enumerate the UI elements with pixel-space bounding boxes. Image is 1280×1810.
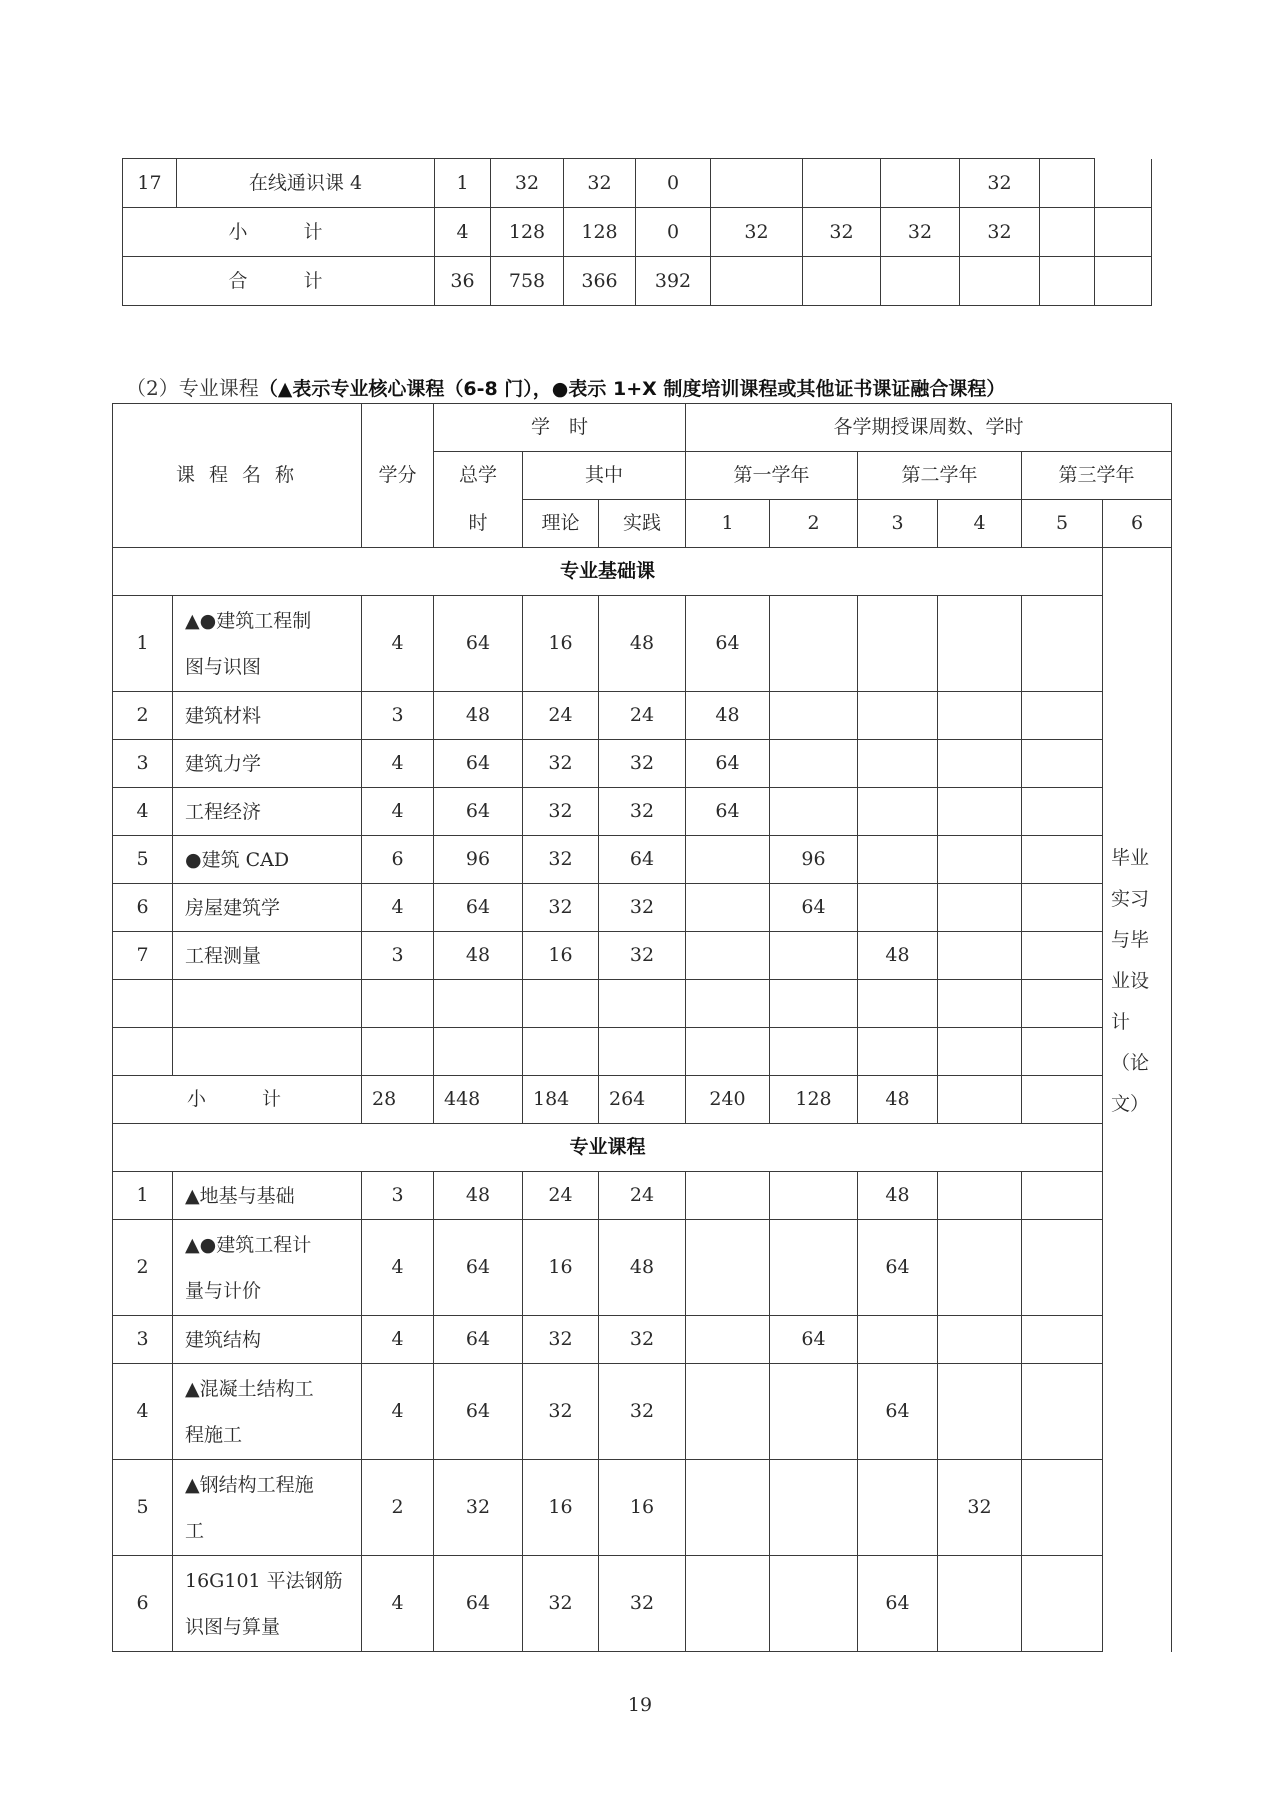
course-name-line: 工程测量 bbox=[185, 944, 262, 967]
semester-5 bbox=[1040, 257, 1095, 306]
semester-3: 64 bbox=[858, 1220, 938, 1316]
course-number: 3 bbox=[113, 1316, 173, 1364]
theory-hours: 32 bbox=[523, 1556, 599, 1652]
credit: 4 bbox=[362, 1220, 434, 1316]
course-name-line: ▲●建筑工程计 bbox=[185, 1233, 312, 1256]
semester-5 bbox=[1022, 1172, 1103, 1220]
table-row bbox=[113, 1028, 1172, 1076]
semester-2 bbox=[770, 1364, 858, 1460]
course-name-line: 建筑结构 bbox=[185, 1328, 262, 1351]
subtotal-row bbox=[113, 1076, 1172, 1124]
table-row bbox=[113, 1172, 1172, 1220]
semester-4 bbox=[938, 1172, 1022, 1220]
table-row bbox=[113, 1220, 1172, 1316]
semester-3 bbox=[881, 257, 960, 306]
total-hours: 32 bbox=[434, 1460, 523, 1556]
semester-4: 32 bbox=[960, 208, 1040, 257]
header-sem-4: 4 bbox=[938, 500, 1022, 548]
theory-hours: 32 bbox=[523, 788, 599, 836]
practice-hours: 32 bbox=[599, 1556, 686, 1652]
semester-5 bbox=[1022, 980, 1103, 1028]
practice-hours: 32 bbox=[599, 884, 686, 932]
course-number: 6 bbox=[113, 1556, 173, 1652]
header-sem-1: 1 bbox=[686, 500, 770, 548]
table-row bbox=[113, 836, 1172, 884]
semester-3 bbox=[858, 836, 938, 884]
theory-hours: 128 bbox=[564, 208, 636, 257]
total-hours bbox=[434, 1028, 523, 1076]
semester-2 bbox=[770, 1460, 858, 1556]
semester-5 bbox=[1022, 836, 1103, 884]
course-name bbox=[173, 692, 362, 740]
practice-hours: 0 bbox=[636, 159, 711, 208]
semester-5 bbox=[1022, 788, 1103, 836]
course-name bbox=[173, 980, 362, 1028]
practice-hours: 32 bbox=[599, 740, 686, 788]
credit: 36 bbox=[435, 257, 491, 306]
semester-5 bbox=[1022, 1460, 1103, 1556]
semester-2 bbox=[803, 257, 881, 306]
semester-3 bbox=[858, 1028, 938, 1076]
semester-1 bbox=[711, 257, 803, 306]
semester-1 bbox=[711, 159, 803, 208]
semester-4 bbox=[938, 1076, 1022, 1124]
total-hours: 64 bbox=[434, 1364, 523, 1460]
semester-2: 64 bbox=[770, 884, 858, 932]
semester-5 bbox=[1040, 159, 1095, 208]
course-name bbox=[173, 788, 362, 836]
semester-2 bbox=[770, 932, 858, 980]
practice-hours: 64 bbox=[599, 836, 686, 884]
course-name-line: 建筑力学 bbox=[185, 752, 262, 775]
semester-1 bbox=[686, 1220, 770, 1316]
section-caption bbox=[126, 372, 1005, 401]
credit: 3 bbox=[362, 1172, 434, 1220]
table-row bbox=[113, 1316, 1172, 1364]
course-number: 2 bbox=[113, 692, 173, 740]
theory-hours bbox=[523, 1028, 599, 1076]
header-total-a: 总学 bbox=[434, 452, 523, 500]
credit: 4 bbox=[362, 884, 434, 932]
practice-hours: 264 bbox=[599, 1076, 686, 1124]
semester-2 bbox=[770, 1028, 858, 1076]
semester-2: 96 bbox=[770, 836, 858, 884]
credit: 4 bbox=[362, 1556, 434, 1652]
page-number: 19 bbox=[627, 1694, 653, 1716]
semester-1 bbox=[686, 884, 770, 932]
semester-1: 48 bbox=[686, 692, 770, 740]
semester-5 bbox=[1022, 932, 1103, 980]
total-hours: 64 bbox=[434, 884, 523, 932]
credit bbox=[362, 980, 434, 1028]
practice-hours: 48 bbox=[599, 596, 686, 692]
semester-1 bbox=[686, 1460, 770, 1556]
credit: 4 bbox=[362, 1316, 434, 1364]
total-hours: 64 bbox=[434, 788, 523, 836]
theory-hours: 32 bbox=[523, 884, 599, 932]
semester-1 bbox=[686, 1028, 770, 1076]
semester-3: 48 bbox=[858, 1172, 938, 1220]
semester-4 bbox=[938, 1028, 1022, 1076]
header-among: 其中 bbox=[523, 452, 686, 500]
header-sem-6: 6 bbox=[1103, 500, 1172, 548]
theory-hours: 16 bbox=[523, 932, 599, 980]
course-number: 7 bbox=[113, 932, 173, 980]
table-row bbox=[113, 980, 1172, 1028]
semester-1 bbox=[686, 1316, 770, 1364]
semester-2 bbox=[770, 1556, 858, 1652]
semester-1 bbox=[686, 1364, 770, 1460]
semester-1: 240 bbox=[686, 1076, 770, 1124]
semester-3 bbox=[858, 596, 938, 692]
course-name-line: ▲●建筑工程制 bbox=[185, 609, 312, 632]
course-name-line: 建筑材料 bbox=[185, 704, 262, 727]
total-hours: 758 bbox=[491, 257, 564, 306]
semester-5 bbox=[1022, 692, 1103, 740]
credit bbox=[362, 1028, 434, 1076]
credit: 4 bbox=[435, 208, 491, 257]
side-note-line: 毕业 bbox=[1111, 847, 1150, 869]
semester-6 bbox=[1095, 208, 1152, 257]
theory-hours: 24 bbox=[523, 1172, 599, 1220]
total-hours: 48 bbox=[434, 692, 523, 740]
header-year-1: 第一学年 bbox=[686, 452, 858, 500]
course-name bbox=[173, 836, 362, 884]
semester-4 bbox=[938, 1316, 1022, 1364]
total-hours: 64 bbox=[434, 1220, 523, 1316]
semester-4 bbox=[938, 692, 1022, 740]
semester-1: 64 bbox=[686, 740, 770, 788]
header-hours: 学 时 bbox=[434, 404, 686, 452]
theory-hours: 32 bbox=[523, 836, 599, 884]
credit: 2 bbox=[362, 1460, 434, 1556]
theory-hours: 366 bbox=[564, 257, 636, 306]
semester-5 bbox=[1022, 1364, 1103, 1460]
semester-4: 32 bbox=[938, 1460, 1022, 1556]
section-title: 专业基础课 bbox=[113, 548, 1103, 596]
practice-hours: 24 bbox=[599, 1172, 686, 1220]
semester-2 bbox=[770, 980, 858, 1028]
side-note-line: 与毕 bbox=[1111, 929, 1150, 951]
practice-hours: 48 bbox=[599, 1220, 686, 1316]
theory-hours: 32 bbox=[564, 159, 636, 208]
theory-hours: 16 bbox=[523, 596, 599, 692]
theory-hours: 184 bbox=[523, 1076, 599, 1124]
practice-hours: 32 bbox=[599, 788, 686, 836]
semester-3 bbox=[858, 884, 938, 932]
course-name bbox=[173, 1028, 362, 1076]
semester-3 bbox=[858, 1460, 938, 1556]
major-courses-table bbox=[112, 403, 1172, 1652]
credit: 6 bbox=[362, 836, 434, 884]
semester-2 bbox=[770, 596, 858, 692]
semester-4 bbox=[960, 257, 1040, 306]
semester-5 bbox=[1022, 1220, 1103, 1316]
credit: 4 bbox=[362, 596, 434, 692]
semester-6 bbox=[1095, 159, 1152, 208]
practice-hours: 32 bbox=[599, 1364, 686, 1460]
course-number: 2 bbox=[113, 1220, 173, 1316]
semester-1: 64 bbox=[686, 788, 770, 836]
theory-hours: 16 bbox=[523, 1220, 599, 1316]
semester-4 bbox=[938, 980, 1022, 1028]
course-number: 6 bbox=[113, 884, 173, 932]
semester-3 bbox=[858, 788, 938, 836]
subtotal-label: 小 计 bbox=[113, 1076, 362, 1124]
semester-1 bbox=[686, 1556, 770, 1652]
course-name-line: ▲钢结构工程施 bbox=[185, 1473, 314, 1496]
total-hours: 448 bbox=[434, 1076, 523, 1124]
course-name bbox=[173, 1364, 362, 1460]
course-name-line: 图与识图 bbox=[185, 655, 262, 678]
practice-hours: 32 bbox=[599, 932, 686, 980]
course-name bbox=[173, 1556, 362, 1652]
course-name bbox=[173, 1220, 362, 1316]
header-theory: 理论 bbox=[523, 500, 599, 548]
credit: 1 bbox=[435, 159, 491, 208]
semester-2 bbox=[770, 788, 858, 836]
semester-2 bbox=[770, 740, 858, 788]
semester-4: 32 bbox=[960, 159, 1040, 208]
theory-hours: 16 bbox=[523, 1460, 599, 1556]
header-sem-2: 2 bbox=[770, 500, 858, 548]
course-number: 17 bbox=[123, 159, 177, 208]
practice-hours: 32 bbox=[599, 1316, 686, 1364]
semester-2: 128 bbox=[770, 1076, 858, 1124]
course-name-line: ▲地基与基础 bbox=[185, 1184, 295, 1207]
header-course-name: 课 程 名 称 bbox=[113, 404, 362, 548]
course-name bbox=[173, 740, 362, 788]
semester-1 bbox=[686, 980, 770, 1028]
side-note-line: （论 bbox=[1111, 1052, 1150, 1074]
header-row-1 bbox=[113, 404, 1172, 452]
course-number bbox=[113, 1028, 173, 1076]
course-number: 3 bbox=[113, 740, 173, 788]
semester-5 bbox=[1040, 208, 1095, 257]
semester-3 bbox=[858, 1316, 938, 1364]
total-hours: 64 bbox=[434, 1556, 523, 1652]
theory-hours: 32 bbox=[523, 740, 599, 788]
total-hours: 48 bbox=[434, 932, 523, 980]
semester-1: 64 bbox=[686, 596, 770, 692]
practice-hours: 16 bbox=[599, 1460, 686, 1556]
semester-4 bbox=[938, 596, 1022, 692]
semester-3 bbox=[858, 980, 938, 1028]
semester-4 bbox=[938, 740, 1022, 788]
credit: 28 bbox=[362, 1076, 434, 1124]
semester-3: 64 bbox=[858, 1556, 938, 1652]
semester-5 bbox=[1022, 1556, 1103, 1652]
theory-hours: 24 bbox=[523, 692, 599, 740]
practice-hours bbox=[599, 980, 686, 1028]
header-sem-3: 3 bbox=[858, 500, 938, 548]
semester-1 bbox=[686, 1172, 770, 1220]
course-name bbox=[173, 596, 362, 692]
semester-1: 32 bbox=[711, 208, 803, 257]
section-header-row bbox=[113, 548, 1172, 596]
total-hours: 64 bbox=[434, 1316, 523, 1364]
side-note-line: 文） bbox=[1111, 1093, 1150, 1115]
theory-hours: 32 bbox=[523, 1364, 599, 1460]
total-row bbox=[123, 257, 1152, 306]
course-number: 1 bbox=[113, 596, 173, 692]
credit: 4 bbox=[362, 1364, 434, 1460]
course-number bbox=[113, 980, 173, 1028]
total-hours: 96 bbox=[434, 836, 523, 884]
semester-5 bbox=[1022, 1028, 1103, 1076]
total-hours: 128 bbox=[491, 208, 564, 257]
course-name-line: 房屋建筑学 bbox=[185, 896, 281, 919]
total-hours: 64 bbox=[434, 596, 523, 692]
course-name-line: ▲混凝土结构工 bbox=[185, 1377, 314, 1400]
table-row bbox=[113, 740, 1172, 788]
total-label: 合 计 bbox=[123, 257, 435, 306]
semester-4 bbox=[938, 836, 1022, 884]
header-year-3: 第三学年 bbox=[1022, 452, 1172, 500]
table-row bbox=[113, 1556, 1172, 1652]
table-row bbox=[123, 159, 1152, 208]
semester-4 bbox=[938, 884, 1022, 932]
header-credit: 学分 bbox=[362, 404, 434, 548]
semester-6 bbox=[1095, 257, 1152, 306]
semester-3 bbox=[858, 692, 938, 740]
semester-3 bbox=[881, 159, 960, 208]
semester-5 bbox=[1022, 596, 1103, 692]
semester-3: 48 bbox=[858, 1076, 938, 1124]
course-name-line: 识图与算量 bbox=[185, 1615, 281, 1638]
semester-4 bbox=[938, 932, 1022, 980]
semester-5 bbox=[1022, 1316, 1103, 1364]
practice-hours bbox=[599, 1028, 686, 1076]
semester-4 bbox=[938, 1556, 1022, 1652]
practice-hours: 24 bbox=[599, 692, 686, 740]
course-number: 5 bbox=[113, 836, 173, 884]
table-row bbox=[113, 788, 1172, 836]
subtotal-label: 小 计 bbox=[123, 208, 435, 257]
header-year-2: 第二学年 bbox=[858, 452, 1022, 500]
course-name bbox=[173, 1172, 362, 1220]
caption-legend: （▲表示专业核心课程（6-8 门），●表示 1+X 制度培训课程或其他证书课证融合课程） bbox=[258, 378, 1006, 400]
general-courses-table-continuation bbox=[122, 158, 1152, 306]
course-name bbox=[173, 1460, 362, 1556]
course-name-line: 16G101 平法钢筋 bbox=[185, 1569, 343, 1592]
credit: 4 bbox=[362, 740, 434, 788]
practice-hours: 392 bbox=[636, 257, 711, 306]
semester-5 bbox=[1022, 1076, 1103, 1124]
course-name bbox=[173, 1316, 362, 1364]
course-number: 4 bbox=[113, 788, 173, 836]
course-name bbox=[173, 884, 362, 932]
semester-3: 48 bbox=[858, 932, 938, 980]
semester-2: 64 bbox=[770, 1316, 858, 1364]
semester-2 bbox=[770, 692, 858, 740]
side-note-line: 业设 bbox=[1111, 970, 1150, 992]
header-practice: 实践 bbox=[599, 500, 686, 548]
caption-prefix: （2）专业课程 bbox=[126, 376, 259, 400]
total-hours: 64 bbox=[434, 740, 523, 788]
semester-5 bbox=[1022, 884, 1103, 932]
course-name-line: 程施工 bbox=[185, 1423, 243, 1446]
subtotal-row bbox=[123, 208, 1152, 257]
semester-1 bbox=[686, 932, 770, 980]
course-name-line: 工 bbox=[185, 1519, 205, 1542]
semester-2 bbox=[770, 1220, 858, 1316]
semester-2 bbox=[803, 159, 881, 208]
header-total-b: 时 bbox=[434, 500, 523, 548]
table-row bbox=[113, 596, 1172, 692]
course-number: 1 bbox=[113, 1172, 173, 1220]
table-row bbox=[113, 884, 1172, 932]
side-note-line: 实习 bbox=[1111, 888, 1150, 910]
semester-2: 32 bbox=[803, 208, 881, 257]
semester-3: 32 bbox=[881, 208, 960, 257]
course-number: 4 bbox=[113, 1364, 173, 1460]
theory-hours bbox=[523, 980, 599, 1028]
semester-3 bbox=[858, 740, 938, 788]
course-name: 在线通识课 4 bbox=[177, 159, 435, 208]
total-hours bbox=[434, 980, 523, 1028]
credit: 4 bbox=[362, 788, 434, 836]
semester-4 bbox=[938, 1364, 1022, 1460]
section-title: 专业课程 bbox=[113, 1124, 1103, 1172]
course-name-line: 工程经济 bbox=[185, 800, 262, 823]
semester-2 bbox=[770, 1172, 858, 1220]
table-row bbox=[113, 932, 1172, 980]
semester-5 bbox=[1022, 740, 1103, 788]
credit: 3 bbox=[362, 932, 434, 980]
semester-4 bbox=[938, 1220, 1022, 1316]
course-name bbox=[173, 932, 362, 980]
total-hours: 48 bbox=[434, 1172, 523, 1220]
table-row bbox=[113, 1460, 1172, 1556]
side-note-line: 计 bbox=[1111, 1011, 1131, 1033]
semester-3: 64 bbox=[858, 1364, 938, 1460]
course-name-line: 量与计价 bbox=[185, 1279, 262, 1302]
header-sem-5: 5 bbox=[1022, 500, 1103, 548]
practice-hours: 0 bbox=[636, 208, 711, 257]
semester-4 bbox=[938, 788, 1022, 836]
total-hours: 32 bbox=[491, 159, 564, 208]
course-number: 5 bbox=[113, 1460, 173, 1556]
table-row bbox=[113, 1364, 1172, 1460]
semester-1 bbox=[686, 836, 770, 884]
header-semesters: 各学期授课周数、学时 bbox=[686, 404, 1172, 452]
section-header-row bbox=[113, 1124, 1172, 1172]
graduation-internship-note bbox=[1103, 548, 1172, 1652]
theory-hours: 32 bbox=[523, 1316, 599, 1364]
credit: 3 bbox=[362, 692, 434, 740]
course-name-line: ●建筑 CAD bbox=[185, 848, 290, 871]
table-row bbox=[113, 692, 1172, 740]
